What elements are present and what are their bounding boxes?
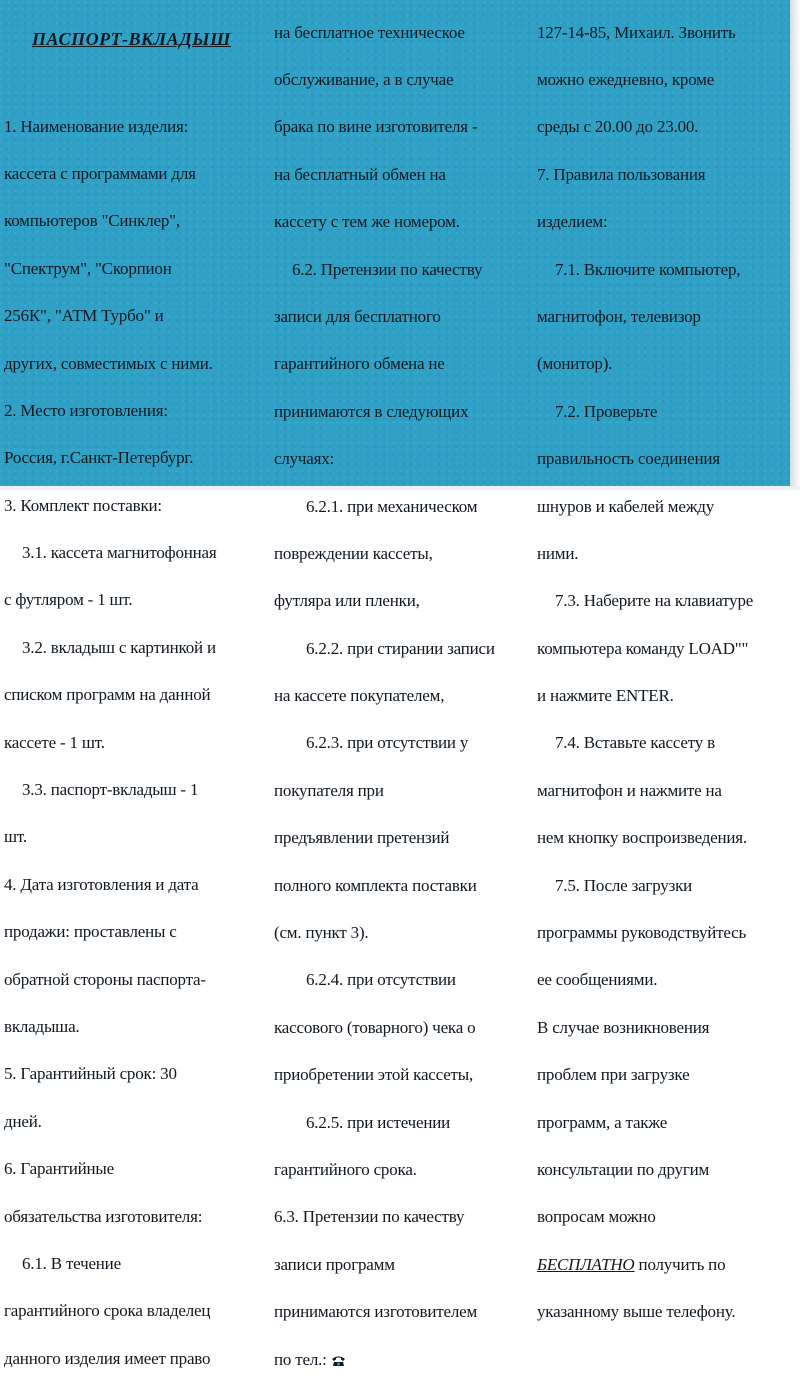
text-line: футляра или пленки, <box>274 591 420 611</box>
column-1 <box>4 0 266 1398</box>
text-line: 3.1. кассета магнитофонная <box>22 543 217 563</box>
text-line: случаях: <box>274 449 335 469</box>
text-line: 1. Наименование изделия: <box>4 116 189 136</box>
text-line: 7.4. Вставьте кассету в <box>555 733 715 753</box>
text-line: 4. Дата изготовления и дата <box>4 874 199 894</box>
text-line: изделием: <box>537 212 608 232</box>
text-line: 5. Гарантийный срок: 30 <box>4 1064 177 1084</box>
text-line: 6. Гарантийные <box>4 1159 114 1179</box>
text-line: кассета с программами для <box>4 163 196 183</box>
text-line: компьютера команду LOAD"" <box>537 638 749 658</box>
paper-edge <box>790 0 800 490</box>
text-line: магнитофон и нажмите на <box>537 780 722 800</box>
text-line: 7.3. Наберите на клавиатуре <box>555 591 754 611</box>
text-line: обратной стороны паспорта- <box>4 969 206 989</box>
text-line: 6.2.5. при истечении <box>306 1112 451 1132</box>
text-line: гарантийного срока. <box>274 1159 417 1179</box>
text-line: кассету с тем же номером. <box>274 212 460 232</box>
text-line: 7. Правила пользования <box>537 164 706 184</box>
text-line: данного изделия имеет право <box>4 1348 211 1368</box>
text-line: кассового (товарного) чека о <box>274 1017 476 1037</box>
text-line: 6.1. В течение <box>22 1253 121 1273</box>
text-line: 7.1. Включите компьютер, <box>555 259 741 279</box>
text-line: и нажмите ENTER. <box>537 686 674 706</box>
text-line: 256К", "АТМ Турбо" и <box>4 306 164 326</box>
text-line: проблем при загрузке <box>537 1065 690 1085</box>
column-2 <box>274 0 536 1399</box>
text-line: гарантийного срока владелец <box>4 1301 211 1321</box>
text-line: 3.3. паспорт-вкладыш - 1 <box>22 780 199 800</box>
text-line: получить по <box>634 1254 726 1274</box>
text-line: консультации по другим <box>537 1159 710 1179</box>
text-line: 6.2.1. при механическом <box>306 496 478 516</box>
text-line: обязательства изготовителя: <box>4 1206 203 1226</box>
text-line: других, совместимых с ними. <box>4 353 213 373</box>
text-line: программ, а также <box>537 1112 668 1132</box>
text-line: записи программ <box>274 1254 395 1274</box>
text-line: кассете - 1 шт. <box>4 732 105 752</box>
text-line: 127-14-85, Михаил. Звонить <box>537 22 736 42</box>
telephone-icon <box>331 1354 346 1366</box>
text-line: продажи: проставлены с <box>4 922 177 942</box>
text-line: гарантийного обмена не <box>274 354 445 374</box>
text-line: нем кнопку воспроизведения. <box>537 828 747 848</box>
text-line: списком программ на данной <box>4 685 211 705</box>
text-line: дней. <box>4 1111 42 1131</box>
text-line: шт. <box>4 827 27 847</box>
text-line: принимаются в следующих <box>274 401 469 421</box>
text-line: ними. <box>537 543 579 563</box>
text-line: 6.2. Претензии по качеству <box>292 259 483 279</box>
text-line: полного комплекта поставки <box>274 875 477 895</box>
text-line: покупателя при <box>274 780 384 800</box>
free-emphasis: БЕСПЛАТНО <box>537 1254 635 1274</box>
text-line: (см. пункт 3). <box>274 923 369 943</box>
text-line: среды с 20.00 до 23.00. <box>537 117 699 137</box>
phone-line <box>274 1349 536 1369</box>
text-line: предъявлении претензий <box>274 828 450 848</box>
text-line: можно ежедневно, кроме <box>537 69 715 89</box>
text-line: указанному выше телефону. <box>537 1302 736 1322</box>
text-line: шнуров и кабелей между <box>537 496 715 516</box>
free-line <box>537 1254 787 1274</box>
text-line: Россия, г.Санкт-Петербург. <box>4 448 194 468</box>
text-line: на бесплатное техническое <box>274 22 465 42</box>
text-line: программы руководствуйтесь <box>537 923 747 943</box>
text-line: 3. Комплект поставки: <box>4 495 162 515</box>
text-line: по тел.: <box>274 1349 327 1369</box>
text-line: 7.2. Проверьте <box>555 401 658 421</box>
text-line: обслуживание, а в случае <box>274 69 454 89</box>
text-line: компьютеров "Синклер", <box>4 211 180 231</box>
column-3 <box>537 0 787 1352</box>
text-line: 6.2.2. при стирании записи <box>306 638 495 658</box>
text-line: брака по вине изготовителя - <box>274 117 478 137</box>
text-line: принимаются изготовителем <box>274 1302 478 1322</box>
text-line: 3.2. вкладыш с картинкой и <box>22 637 216 657</box>
text-line: "Спектрум", "Скорпион <box>4 258 172 278</box>
text-line: (монитор). <box>537 354 613 374</box>
text-line: записи для бесплатного <box>274 306 441 326</box>
text-line: вкладыша. <box>4 1017 80 1036</box>
text-line: магнитофон, телевизор <box>537 306 701 326</box>
text-line: правильность соединения <box>537 449 720 469</box>
text-line: 6.3. Претензии по качеству <box>274 1207 465 1227</box>
text-line: ее сообщениями. <box>537 970 658 990</box>
text-line: 6.2.4. при отсутствии <box>306 970 456 990</box>
document-title: ПАСПОРТ-ВКЛАДЫШ <box>32 28 231 49</box>
paper-edge-bottom <box>0 486 800 490</box>
text-line: 7.5. После загрузки <box>555 875 693 895</box>
text-line: повреждении кассеты, <box>274 543 433 563</box>
text-line: 6.2.3. при отсутствии у <box>306 733 469 753</box>
text-line: В случае возникновения <box>537 1017 710 1037</box>
text-line: 2. Место изготовления: <box>4 400 168 420</box>
text-line: на бесплатный обмен на <box>274 164 446 184</box>
text-line: с футляром - 1 шт. <box>4 590 133 610</box>
text-line: вопросам можно <box>537 1207 656 1227</box>
text-line: на кассете покупателем, <box>274 686 445 706</box>
text-line: приобретении этой кассеты, <box>274 1065 474 1085</box>
